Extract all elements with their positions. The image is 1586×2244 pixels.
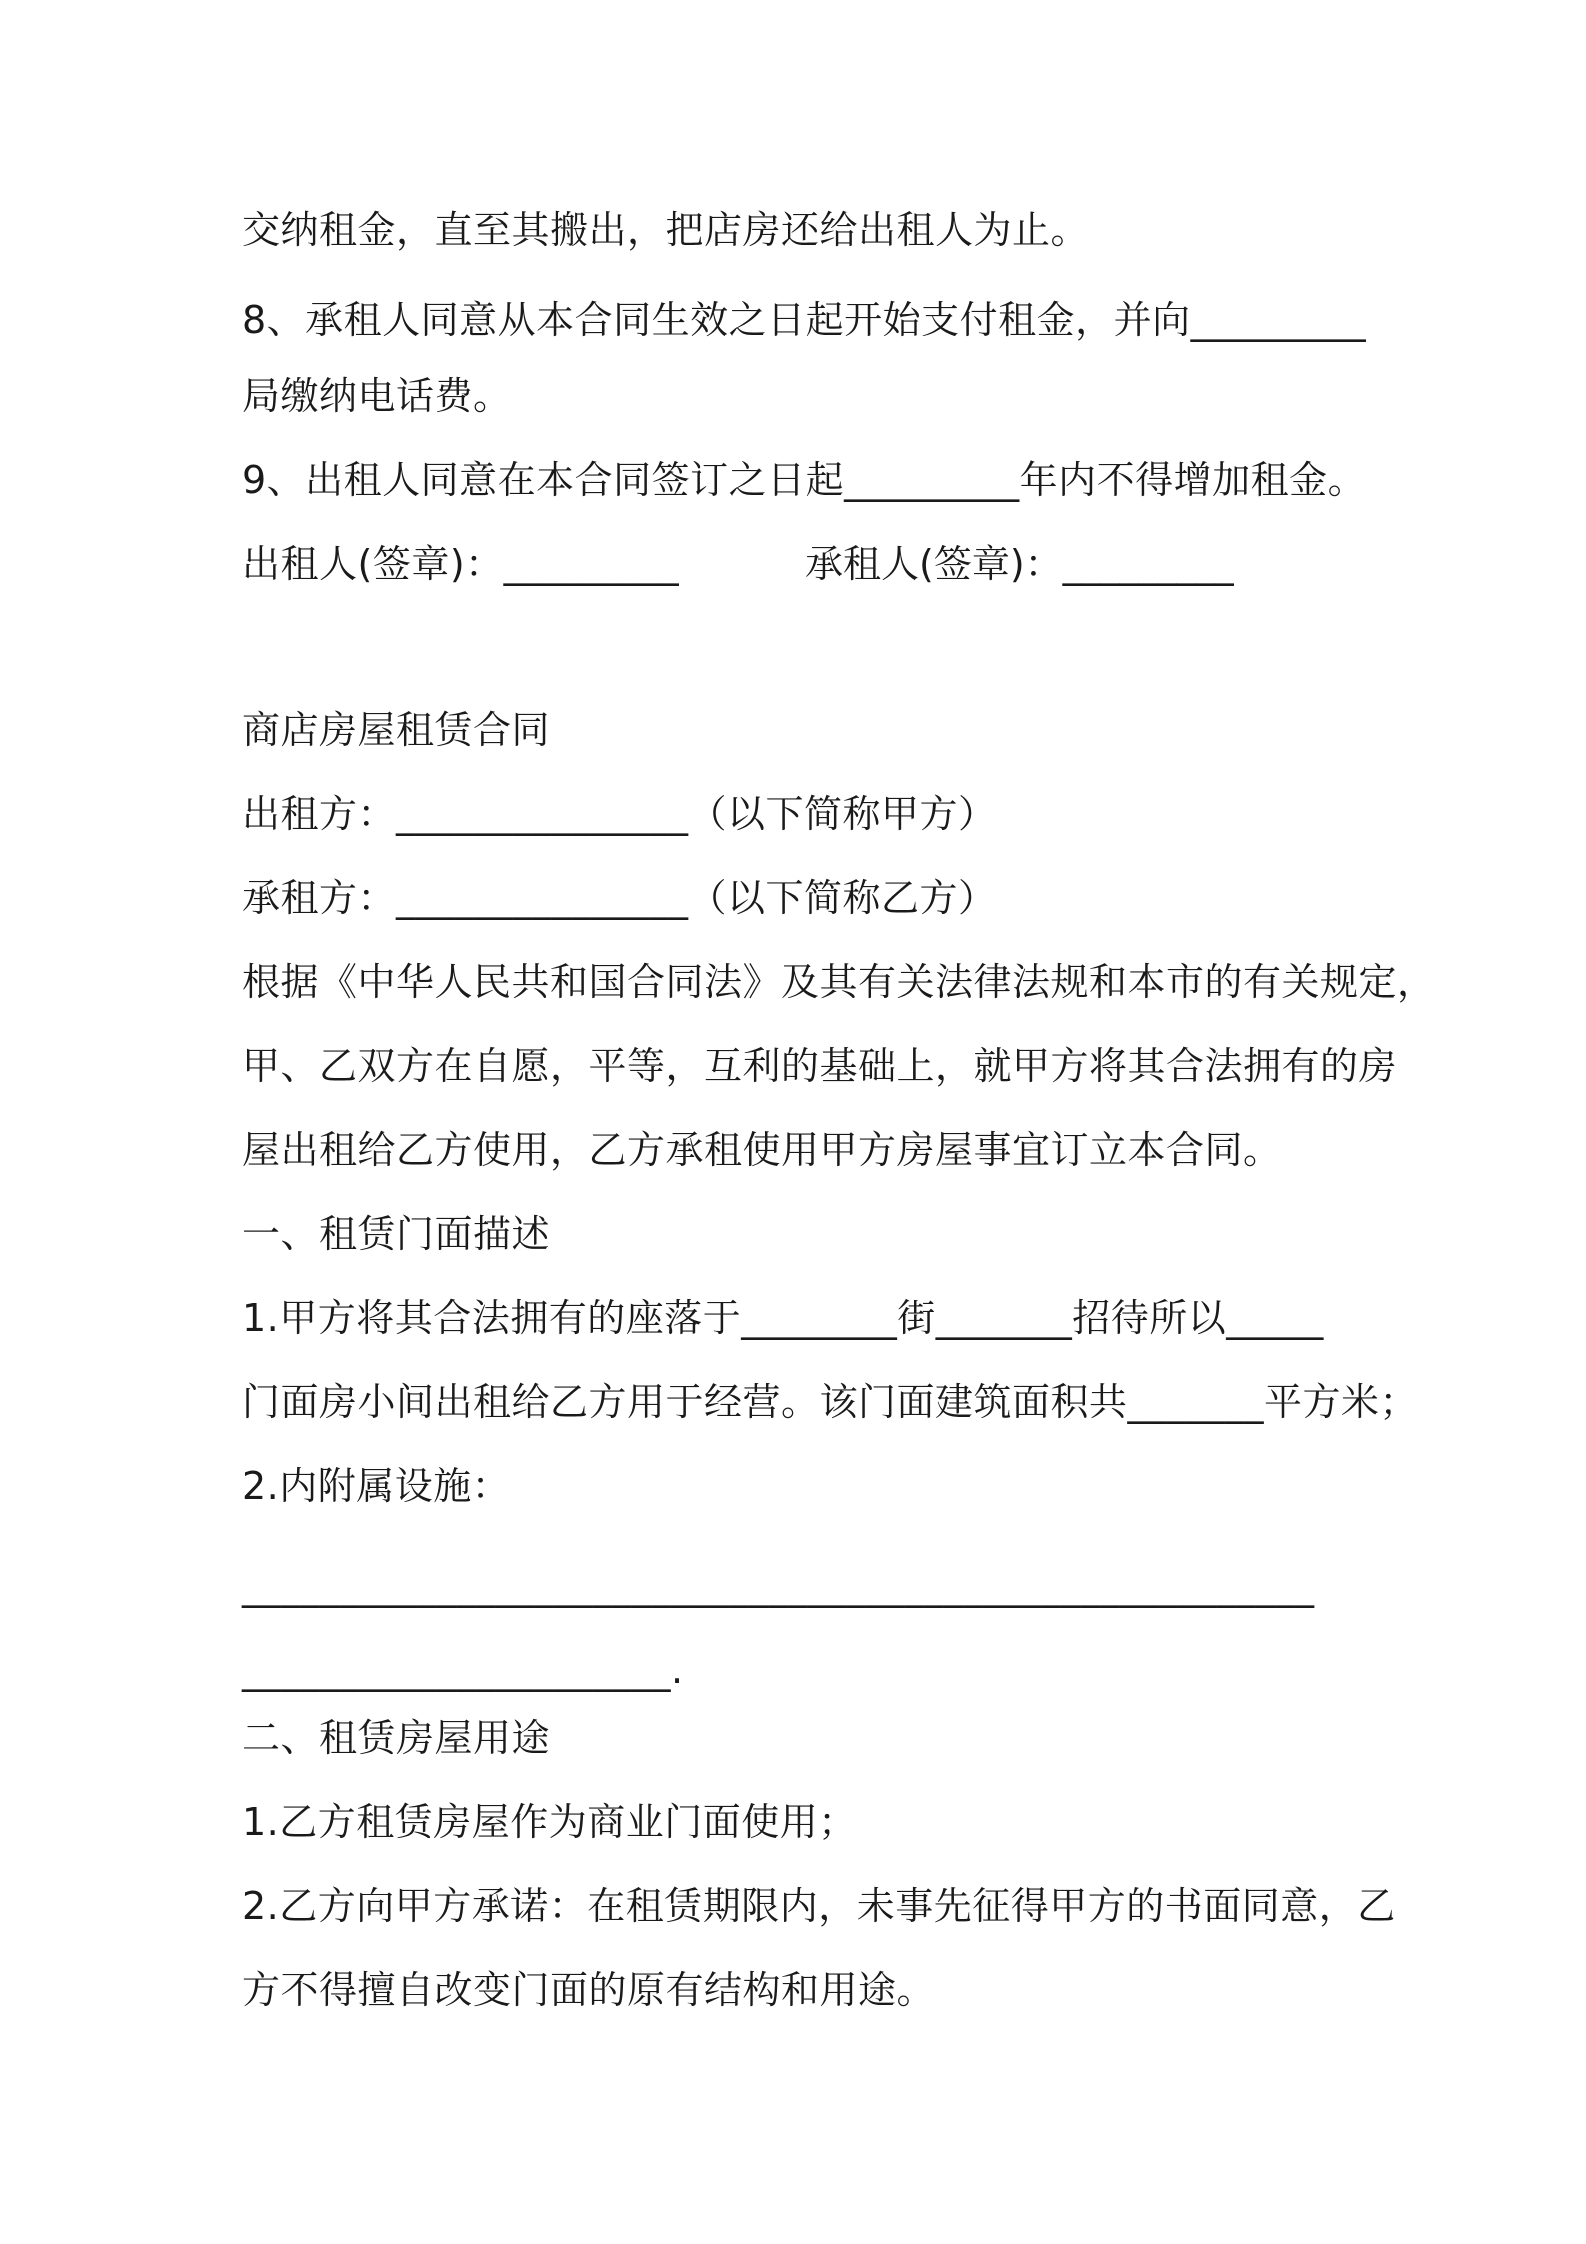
paragraph-line: 2.内附属设施： xyxy=(242,1464,511,1508)
paragraph-line: 1.甲方将其合法拥有的座落于________街_______招待所以_____ xyxy=(242,1296,1324,1340)
paragraph-line: 局缴纳电话费。 xyxy=(242,374,512,418)
lessee-party-line: 承租方：_______________（以下简称乙方） xyxy=(242,876,997,920)
lessor-party-line: 出租方：_______________（以下简称甲方） xyxy=(242,792,997,836)
clause-8-line: 8、承租人同意从本合同生效之日起开始支付租金，并向_________ xyxy=(242,298,1367,342)
document-title: 商店房屋租赁合同 xyxy=(242,708,551,752)
lessee-signature-line: 承租人(签章)：_________ xyxy=(805,542,1234,586)
section-heading: 一、租赁门面描述 xyxy=(242,1212,551,1256)
blank-fill-line: _______________________________________________________ xyxy=(242,1564,1315,1608)
paragraph-line: 交纳租金，直至其搬出，把店房还给出租人为止。 xyxy=(242,208,1090,252)
paragraph-line: 根据《中华人民共和国合同法》及其有关法律法规和本市的有关规定， xyxy=(242,960,1436,1004)
section-heading: 二、租赁房屋用途 xyxy=(242,1716,551,1760)
paragraph-line: 屋出租给乙方使用，乙方承租使用甲方房屋事宜订立本合同。 xyxy=(242,1128,1282,1172)
paragraph-line: 方不得擅自改变门面的原有结构和用途。 xyxy=(242,1968,936,2012)
paragraph-line: 2.乙方向甲方承诺：在租赁期限内，未事先征得甲方的书面同意，乙 xyxy=(242,1884,1396,1928)
lessor-signature-line: 出租人(签章)：_________ xyxy=(242,542,680,586)
paragraph-line: 门面房小间出租给乙方用于经营。该门面建筑面积共_______平方米； xyxy=(242,1380,1419,1424)
paragraph-line: 1.乙方租赁房屋作为商业门面使用； xyxy=(242,1800,857,1844)
clause-9-line: 9、出租人同意在本合同签订之日起_________年内不得增加租金。 xyxy=(242,458,1367,502)
blank-fill-line: ______________________. xyxy=(242,1648,684,1692)
paragraph-line: 甲、乙双方在自愿，平等，互利的基础上，就甲方将其合法拥有的房 xyxy=(242,1044,1398,1088)
